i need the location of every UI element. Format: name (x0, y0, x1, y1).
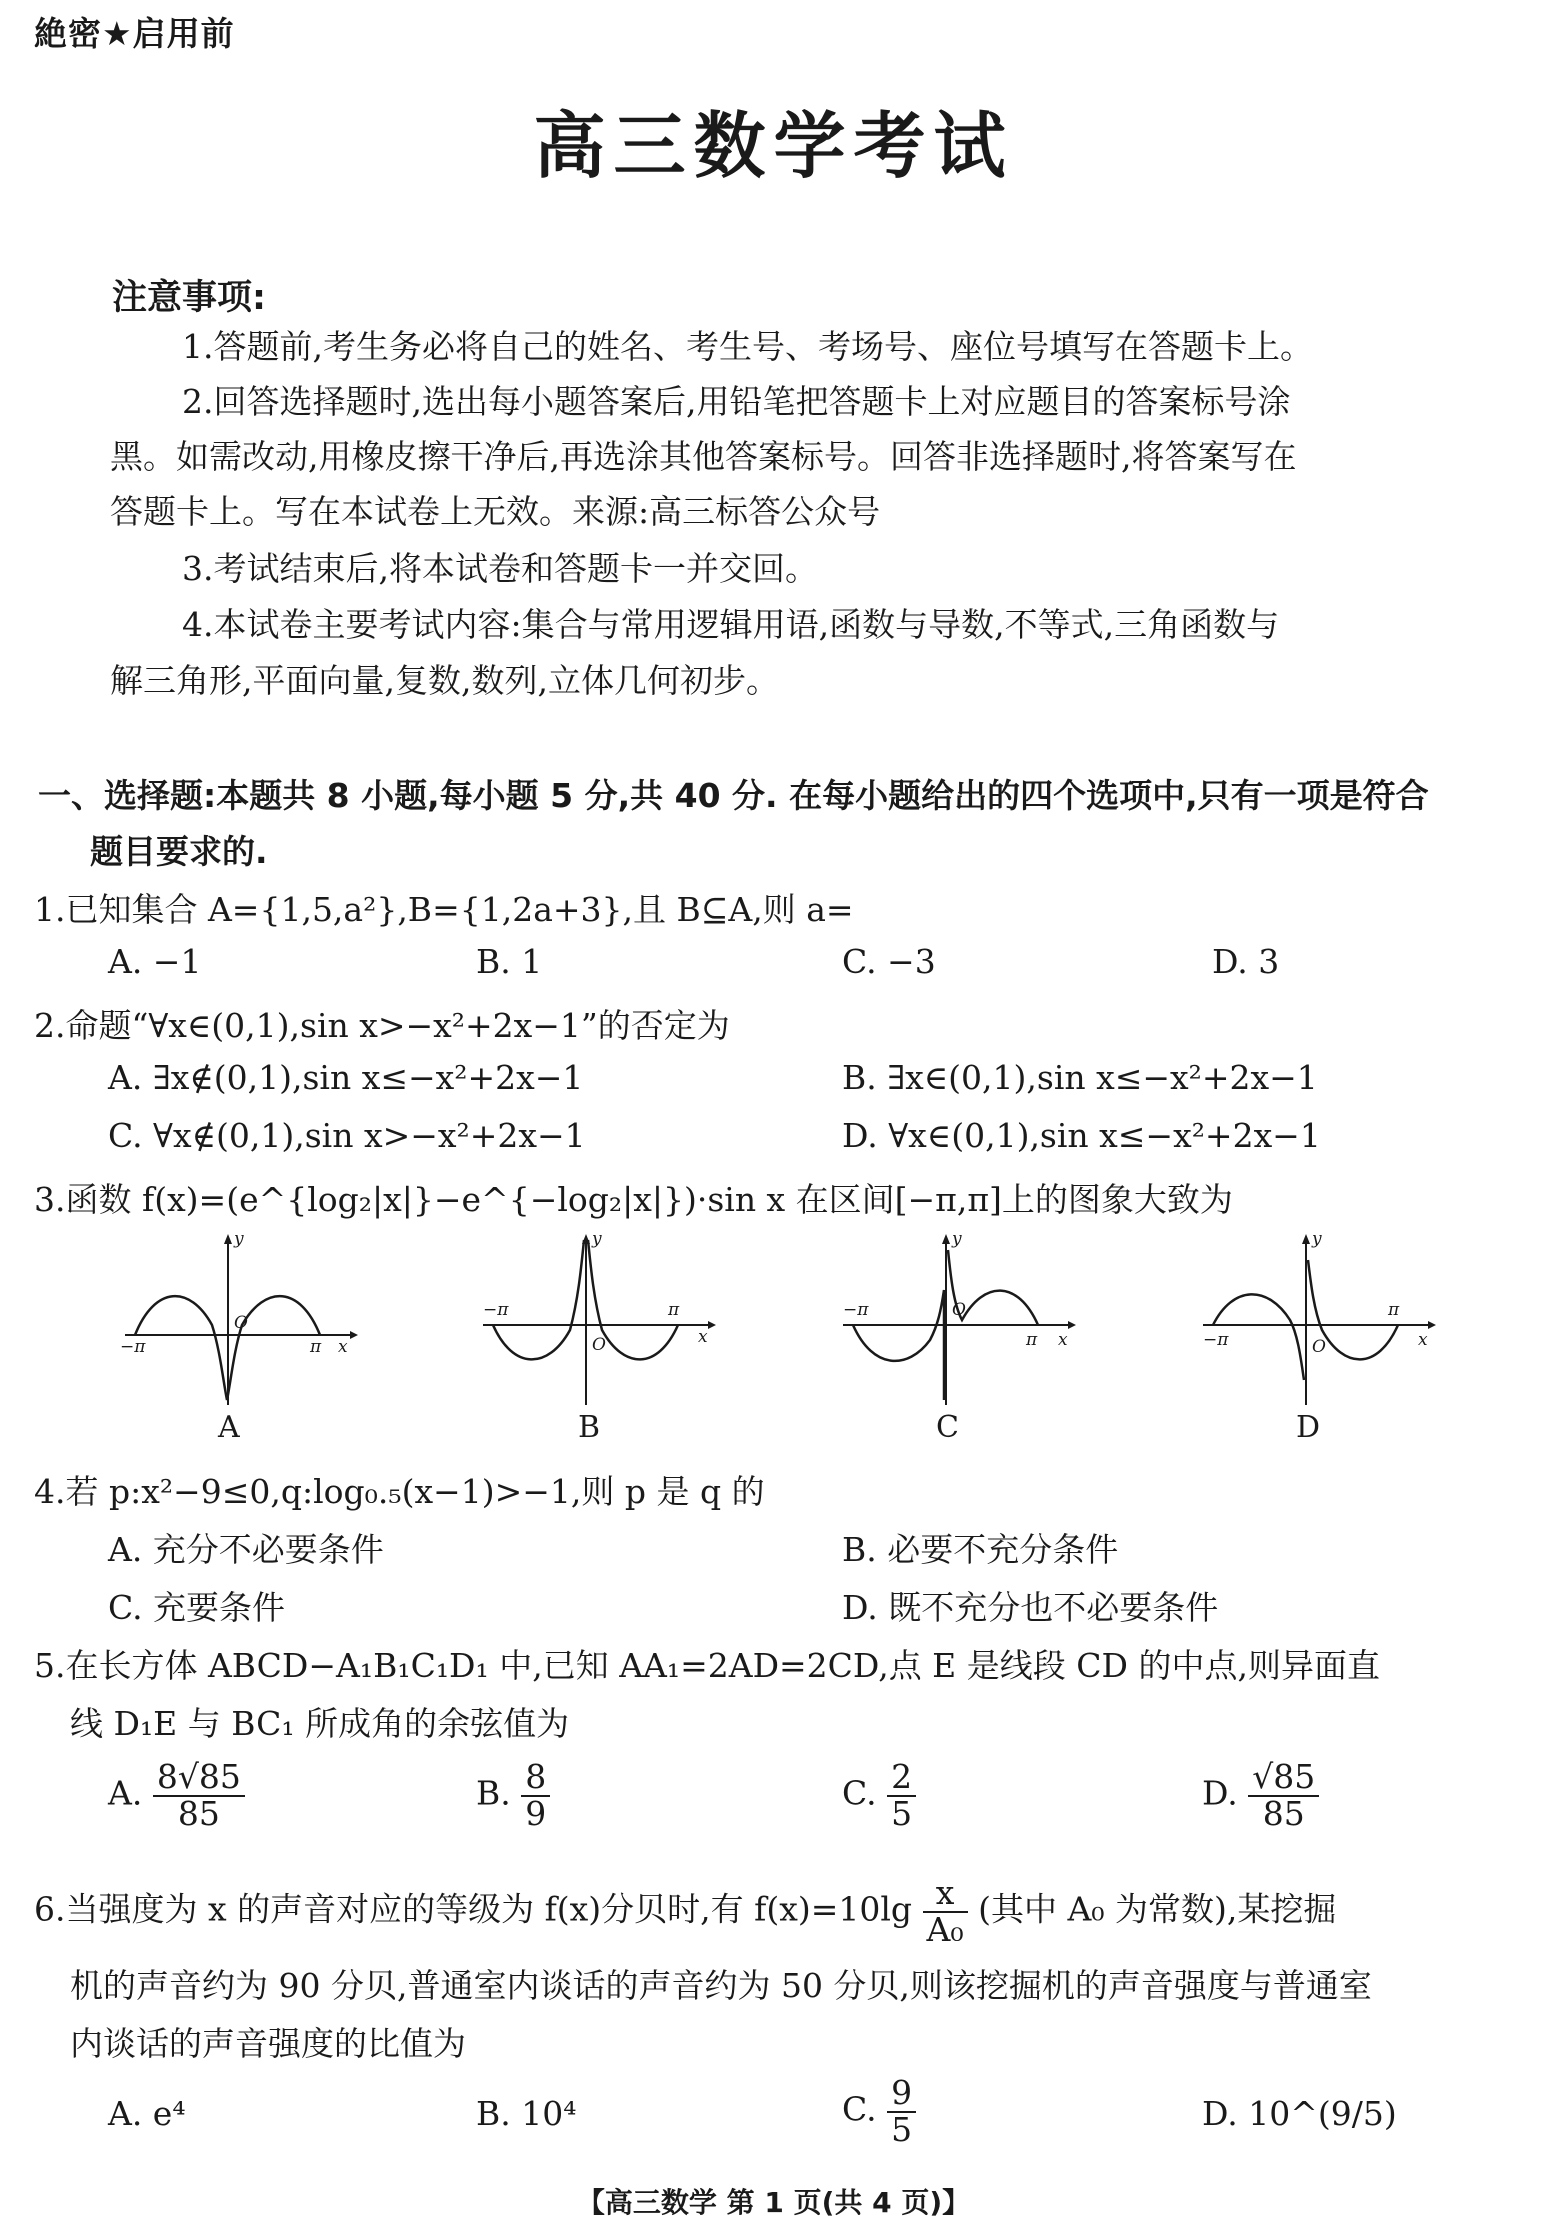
question-5-stem-1: 5.在长方体 ABCD−A₁B₁C₁D₁ 中,已知 AA₁=2AD=2CD,点 E 是线段 CD 的中点,则异面直 (34, 1646, 1380, 1685)
q5-option-a-fraction (153, 1757, 245, 1833)
q6-option-c (842, 2073, 916, 2149)
q5-option-c (842, 1757, 916, 1833)
note-line-2c: 答题卡上。写在本试卷上无效。来源:高三标答公众号 (110, 492, 881, 531)
q5-option-c-prefix: C. (842, 1773, 877, 1813)
graph-b-origin: O (592, 1335, 606, 1355)
note-line-4a: 4.本试卷主要考试内容:集合与常用逻辑用语,函数与导数,不等式,三角函数与 (182, 605, 1280, 644)
question-2-stem: 2.命题“∀x∈(0,1),sin x>−x²+2x−1”的否定为 (34, 1006, 730, 1045)
q6-stem-post: (其中 A₀ 为常数),某挖掘 (978, 1889, 1337, 1929)
graph-d-neg-pi: −π (1203, 1330, 1229, 1350)
q4-option-b: B. 必要不充分条件 (842, 1530, 1119, 1569)
q5-option-b-fraction (521, 1757, 550, 1833)
q5-option-c-fraction (887, 1757, 916, 1833)
notes-heading: 注意事项: (112, 278, 266, 318)
graph-b (478, 1230, 718, 1414)
note-line-3: 3.考试结束后,将本试卷和答题卡一并交回。 (182, 549, 818, 588)
page-title: 高三数学考试 (533, 104, 1014, 188)
q6-c-denominator: 5 (891, 2109, 913, 2149)
graph-a-label: A (218, 1410, 240, 1445)
q6-fraction-denominator: A₀ (926, 1909, 964, 1949)
q6-c-numerator: 9 (887, 2076, 916, 2113)
q5-option-b-prefix: B. (476, 1773, 511, 1813)
q5-option-d-fraction (1248, 1757, 1319, 1833)
q1-option-c: C. −3 (842, 942, 936, 981)
question-5-stem-2: 线 D₁E 与 BC₁ 所成角的余弦值为 (70, 1704, 570, 1743)
q6-stem-pre: 6.当强度为 x 的声音对应的等级为 f(x)分贝时,有 f(x)=10lg (34, 1889, 913, 1929)
note-line-1: 1.答题前,考生务必将自己的姓名、考生号、考场号、座位号填写在答题卡上。 (182, 327, 1313, 366)
note-line-2b: 黑。如需改动,用橡皮擦干净后,再选涂其他答案标号。回答非选择题时,将答案写在 (110, 437, 1297, 476)
page-footer: 【高三数学 第 1 页(共 4 页)】 (576, 2186, 971, 2219)
graph-b-neg-pi: −π (483, 1300, 509, 1320)
q5-option-a (108, 1757, 245, 1833)
question-6-stem-1 (34, 1873, 1337, 1949)
graph-d-y-label: y (1312, 1229, 1322, 1249)
q2-option-a: A. ∃x∉(0,1),sin x≤−x²+2x−1 (108, 1058, 584, 1097)
graph-d-label: D (1296, 1410, 1321, 1445)
q5-d-denominator: 85 (1262, 1793, 1305, 1833)
graph-b-label: B (578, 1410, 601, 1445)
graph-a-x-label: x (338, 1337, 348, 1357)
q6-option-b: B. 10⁴ (476, 2094, 577, 2133)
q4-option-a: A. 充分不必要条件 (108, 1530, 384, 1569)
q5-b-denominator: 9 (525, 1793, 547, 1833)
q2-option-c: C. ∀x∉(0,1),sin x>−x²+2x−1 (108, 1116, 586, 1155)
graph-c-x-label: x (1058, 1330, 1068, 1350)
q5-a-denominator: 85 (177, 1793, 220, 1833)
graph-c-pi: π (1026, 1330, 1038, 1350)
graph-b-pi: π (668, 1300, 680, 1320)
q4-option-d: D. 既不充分也不必要条件 (842, 1588, 1219, 1627)
q5-option-d (1202, 1757, 1319, 1833)
q5-option-b (476, 1757, 550, 1833)
q5-option-a-prefix: A. (108, 1773, 143, 1813)
q2-option-b: B. ∃x∈(0,1),sin x≤−x²+2x−1 (842, 1058, 1318, 1097)
graph-d-x-label: x (1418, 1330, 1428, 1350)
q6-option-c-fraction (887, 2073, 916, 2149)
q5-c-denominator: 5 (891, 1793, 913, 1833)
q4-option-c: C. 充要条件 (108, 1588, 286, 1627)
q6-fraction-numerator: x (923, 1876, 968, 1913)
graph-a-neg-pi: −π (120, 1337, 146, 1357)
graph-c-neg-pi: −π (843, 1300, 869, 1320)
q6-option-c-prefix: C. (842, 2089, 877, 2129)
graph-c-label: C (936, 1410, 959, 1445)
question-1-stem: 1.已知集合 A={1,5,a²},B={1,2a+3},且 B⊆A,则 a= (34, 890, 854, 929)
question-6-stem-2: 机的声音约为 90 分贝,普通室内谈话的声音约为 50 分贝,则该挖掘机的声音强度与普通室 (70, 1966, 1372, 2005)
q5-option-d-prefix: D. (1202, 1773, 1238, 1813)
graph-a-y-label: y (234, 1229, 244, 1249)
graph-b-x-label: x (698, 1327, 708, 1347)
q5-d-numerator: √85 (1248, 1760, 1319, 1797)
graph-a-pi: π (310, 1337, 322, 1357)
q1-option-b: B. 1 (476, 942, 543, 981)
graph-d-origin: O (1312, 1337, 1326, 1357)
q1-option-a: A. −1 (108, 942, 202, 981)
q6-option-a: A. e⁴ (108, 2094, 186, 2133)
question-6-stem-3: 内谈话的声音强度的比值为 (70, 2024, 466, 2063)
question-3-stem: 3.函数 f(x)=(e^{log₂|x|}−e^{−log₂|x|})·sin x 在区间[−π,π]上的图象大致为 (34, 1180, 1233, 1219)
graph-d-pi: π (1388, 1300, 1400, 1320)
q5-b-numerator: 8 (521, 1760, 550, 1797)
graph-c-origin: O (952, 1300, 966, 1320)
graph-c (838, 1230, 1078, 1414)
q1-option-d: D. 3 (1212, 942, 1280, 981)
note-line-4b: 解三角形,平面向量,复数,数列,立体几何初步。 (110, 661, 779, 700)
q2-option-d: D. ∀x∈(0,1),sin x≤−x²+2x−1 (842, 1116, 1321, 1155)
graph-a (120, 1230, 360, 1414)
q5-a-numerator: 8√85 (153, 1760, 245, 1797)
graph-c-y-label: y (952, 1229, 962, 1249)
section-heading-cont: 题目要求的. (90, 832, 268, 871)
q6-formula-fraction (923, 1873, 968, 1949)
q6-option-d: D. 10^(9/5) (1202, 2094, 1397, 2133)
graph-a-origin: O (234, 1313, 248, 1333)
graph-d (1198, 1230, 1438, 1414)
question-4-stem: 4.若 p:x²−9≤0,q:log₀.₅(x−1)>−1,则 p 是 q 的 (34, 1472, 765, 1511)
confidential-label: 絶密★启用前 (34, 14, 235, 53)
note-line-2a: 2.回答选择题时,选出每小题答案后,用铅笔把答题卡上对应题目的答案标号涂 (182, 382, 1291, 421)
q5-c-numerator: 2 (887, 1760, 916, 1797)
graph-b-y-label: y (592, 1229, 602, 1249)
section-heading: 一、选择题:本题共 8 小题,每小题 5 分,共 40 分. 在每小题给出的四个选项中,只有一项是符合 (38, 776, 1429, 815)
